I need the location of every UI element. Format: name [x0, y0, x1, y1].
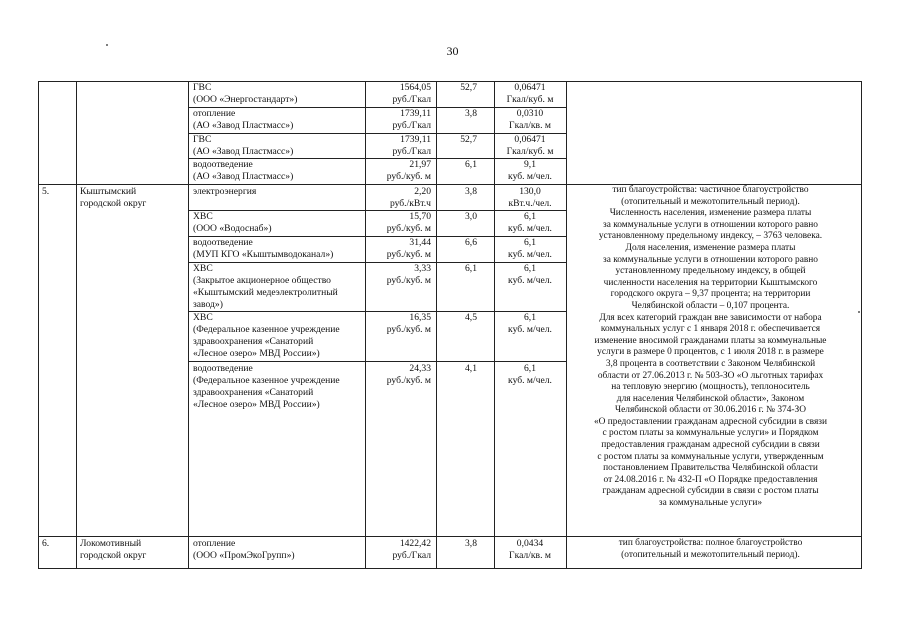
norm-value: 0,06471: [514, 82, 546, 93]
provider-name: (АО «Завод Пластмасс»): [193, 171, 294, 182]
municipality-name: городской округ: [80, 198, 147, 209]
norm-unit: куб. м/чел.: [508, 249, 552, 260]
table-border-right: [861, 81, 862, 569]
explanation-line: 3,8 процента в соответствии с Законом Челябинской: [605, 358, 816, 369]
tariff-value: 2,20: [414, 186, 431, 197]
explanation-line: для населения Челябинской области», Законом: [616, 393, 805, 404]
explanation-line: области от 27.06.2013 г. № 503-ЗО «О льготных тарифах: [597, 370, 824, 381]
percent-value: 3,8: [465, 108, 477, 119]
explanation-line: установленному предельному индексу, – 3763 человека.: [598, 231, 823, 242]
explanation-line: постановлением Правительства Челябинской области: [603, 463, 818, 474]
explanation-line: тип благоустройства: полное благоустройство: [618, 538, 803, 548]
explanation-line: Для всех категорий граждан вне зависимости от набора: [599, 312, 822, 323]
explanation-line: Численность населения, изменение размера платы: [609, 208, 812, 219]
service-name: ХВС: [193, 312, 213, 323]
tariff-unit: руб./Гкал: [392, 146, 431, 157]
percent-value: 6,1: [465, 263, 477, 274]
tariff-unit: руб./куб. м: [386, 324, 431, 335]
explanation-text: [566, 185, 855, 510]
tariff-unit: руб./куб. м: [386, 275, 431, 286]
percent-value: 52,7: [460, 134, 477, 145]
norm-unit: Гкал/кв. м: [509, 550, 551, 561]
provider-name: (АО «Завод Пластмасс»): [193, 146, 294, 157]
tariff-value: 1564,05: [399, 82, 431, 93]
explanation-line: услуги в размере 0 процентов, с 1 июля 2018 г. в размере: [597, 347, 824, 358]
explanation-line: с ростом платы за коммунальные услуги, утвержденным: [597, 451, 824, 462]
percent-value: 6,6: [465, 237, 477, 248]
norm-unit: Гкал/куб. м: [506, 146, 554, 157]
provider-name: «Лесное озеро» МВД России»): [193, 399, 320, 410]
explanation-line: установленному предельному индексу, в общей: [615, 266, 806, 277]
provider-name: (АО «Завод Пластмасс»): [193, 120, 294, 131]
tariff-value: 16,35: [409, 312, 431, 323]
norm-value: 6,1: [524, 211, 536, 222]
service-name: ХВС: [193, 211, 213, 222]
percent-value: 3,8: [465, 186, 477, 197]
scan-speck: [106, 44, 108, 46]
provider-name: здравоохранения «Санаторий: [193, 387, 314, 398]
municipality-name: Кыштымский: [80, 186, 137, 197]
provider-name: (ООО «Водоснаб»): [193, 223, 272, 234]
tariff-unit: руб./кВт.ч: [389, 198, 431, 209]
norm-value: 0,0434: [516, 538, 544, 549]
tariff-unit: руб./Гкал: [392, 94, 431, 105]
tariff-value: 1739,11: [400, 108, 431, 119]
row-number: 6.: [42, 538, 50, 549]
percent-value: 3,0: [465, 211, 477, 222]
row-divider: [38, 536, 861, 537]
norm-value: 0,0310: [516, 108, 544, 119]
percent-value: 3,8: [465, 538, 477, 549]
explanation-line: городского округа – 9,37 процента; на территории: [610, 289, 811, 300]
percent-value: 4,1: [465, 363, 477, 374]
tariff-value: 1422,42: [399, 538, 431, 549]
provider-name: завод»): [193, 299, 223, 310]
norm-unit: куб. м/чел.: [508, 324, 552, 335]
service-name: отопление: [193, 538, 236, 549]
tariff-unit: руб./куб. м: [386, 223, 431, 234]
explanation-line: предоставления гражданам адресной субсидии в связи: [601, 440, 820, 451]
municipality-name: Локомотивный: [80, 538, 142, 549]
explanation-line: Доля населения, изменение размера платы: [625, 242, 796, 253]
norm-unit: Гкал/куб. м: [506, 94, 554, 105]
norm-unit: куб. м/чел.: [508, 275, 552, 286]
norm-value: 6,1: [524, 237, 536, 248]
percent-value: 52,7: [460, 82, 477, 93]
norm-unit: куб. м/чел.: [508, 171, 552, 182]
column-divider: [188, 81, 189, 569]
explanation-line: изменение вносимой гражданами платы за коммунальные: [594, 335, 827, 346]
tariff-unit: руб./Гкал: [392, 550, 431, 561]
tariff-unit: руб./куб. м: [386, 171, 431, 182]
tariff-value: 3,33: [414, 263, 431, 274]
column-divider: [76, 81, 77, 569]
tariff-unit: руб./куб. м: [386, 375, 431, 386]
explanation-line: гражданам адресной субсидии в связи с ростом платы: [602, 486, 819, 497]
provider-name: (Федеральное казенное учреждение: [193, 324, 340, 335]
norm-value: 6,1: [524, 263, 536, 274]
service-name: водоотведение: [193, 159, 253, 170]
explanation-line: (отопительный и межотопительный период).: [621, 196, 800, 207]
explanation-line: за коммунальные услуги в отношении которого равно: [602, 254, 818, 265]
explanation-line: за коммунальные услуги в отношении которого равно: [602, 219, 818, 230]
service-name: водоотведение: [193, 237, 253, 248]
norm-unit: куб. м/чел.: [508, 223, 552, 234]
table-border-left: [38, 81, 39, 569]
norm-unit: Гкал/кв. м: [509, 120, 551, 131]
norm-unit: кВт.ч./чел.: [508, 198, 552, 209]
norm-value: 9,1: [524, 159, 536, 170]
norm-value: 6,1: [524, 312, 536, 323]
service-name: отопление: [193, 108, 236, 119]
explanation-line: от 24.08.2016 г. № 432-П «О Порядке предоставления: [603, 474, 818, 485]
tariff-unit: руб./куб. м: [386, 249, 431, 260]
explanation-line: за коммунальные услуги»: [658, 498, 763, 509]
norm-value: 6,1: [524, 363, 536, 374]
explanation-line: с ростом платы за коммунальные услуги» и Порядком: [602, 428, 819, 439]
row-divider: [188, 361, 566, 362]
tariff-unit: руб./Гкал: [392, 120, 431, 131]
norm-value: 130,0: [519, 186, 541, 197]
provider-name: «Лесное озеро» МВД России»): [193, 348, 320, 359]
provider-name: здравоохранения «Санаторий: [193, 336, 314, 347]
provider-name: (ООО «Энергостандарт»): [193, 94, 298, 105]
explanation-line: «О предоставлении гражданам адресной субсидии в связи: [593, 416, 828, 427]
service-name: водоотведение: [193, 363, 253, 374]
percent-value: 6,1: [465, 159, 477, 170]
page-number: 30: [446, 44, 459, 58]
tariff-value: 31,44: [409, 237, 431, 248]
column-divider: [436, 81, 437, 569]
service-name: ГВС: [193, 134, 212, 145]
tariff-value: 24,33: [409, 363, 431, 374]
service-name: электроэнергия: [193, 186, 257, 197]
tariff-value: 15,70: [409, 211, 431, 222]
explanation-text: [566, 538, 855, 561]
explanation-line: коммунальных услуг с 1 января 2018 г. обеспечивается: [600, 324, 821, 335]
percent-value: 4,5: [465, 312, 477, 323]
service-name: ХВС: [193, 263, 213, 274]
explanation-line: (отопительный и межотопительный период).: [621, 549, 800, 560]
tariff-value: 1739,11: [400, 134, 431, 145]
municipality-name: городской округ: [80, 550, 147, 561]
explanation-line: на тепловую энергию (мощность), теплоноситель: [611, 382, 810, 393]
provider-name: (Закрытое акционерное общество: [193, 275, 331, 286]
explanation-line: численности населения на территории Кыштымского: [603, 277, 818, 288]
provider-name: (Федеральное казенное учреждение: [193, 375, 340, 386]
explanation-line: Челябинской области – 0,107 процента.: [631, 300, 790, 311]
provider-name: (ООО «ПромЭкоГрупп»): [193, 550, 295, 561]
norm-value: 0,06471: [514, 134, 546, 145]
norm-unit: куб. м/чел.: [508, 375, 552, 386]
explanation-line: Челябинской области от 30.06.2016 г. № 374-ЗО: [615, 405, 806, 416]
explanation-line: тип благоустройства: частичное благоустройство: [612, 185, 809, 195]
tariff-value: 21,97: [409, 159, 431, 170]
provider-name: «Кыштымский медеэлектролитный: [193, 287, 338, 298]
row-number: 5.: [42, 186, 50, 197]
scan-speck: [858, 311, 860, 313]
table-border-bottom: [38, 568, 861, 569]
provider-name: (МУП КГО «Кыштымводоканал»): [193, 249, 334, 260]
service-name: ГВС: [193, 82, 212, 93]
